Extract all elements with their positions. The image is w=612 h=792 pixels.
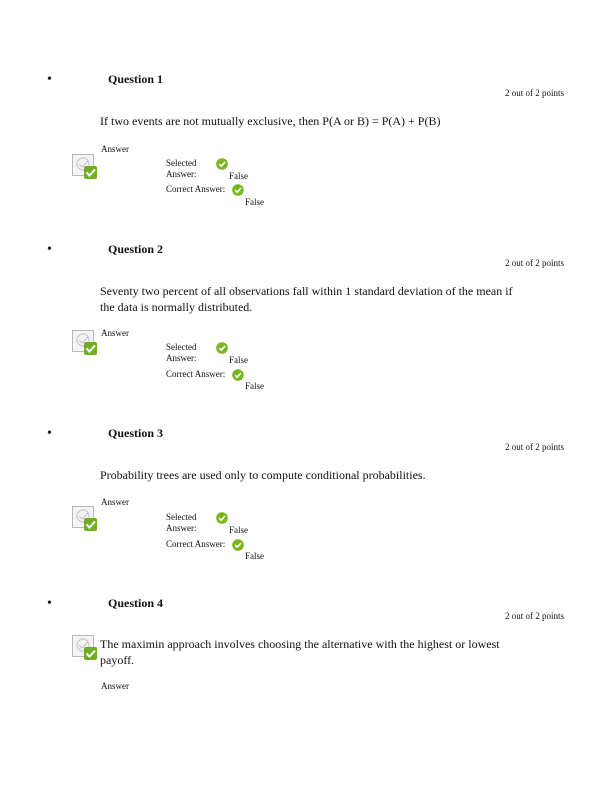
correct-answer-value: False xyxy=(245,381,264,391)
bullet: • xyxy=(47,72,52,87)
correct-answer-value: False xyxy=(245,197,264,207)
bullet: • xyxy=(47,242,52,257)
question-2 xyxy=(0,170,612,391)
question-3 xyxy=(0,354,612,561)
correct-status-icon xyxy=(72,635,98,661)
question-title: Question 3 xyxy=(108,426,164,440)
selected-answer-label: Selected Answer: xyxy=(166,342,197,363)
question-text: Seventy two percent of all observations fall within 1 standard deviation of the mean if the data is normally distributed. xyxy=(100,284,513,314)
answer-label: Answer xyxy=(101,497,129,507)
selected-answer-value: False xyxy=(229,525,248,535)
bullet: • xyxy=(47,426,52,441)
question-1 xyxy=(0,0,612,207)
question-title: Question 2 xyxy=(108,242,164,256)
green-check-icon xyxy=(216,158,228,170)
question-points: 2 out of 2 points xyxy=(504,442,564,452)
question-points: 2 out of 2 points xyxy=(504,611,564,621)
green-check-icon xyxy=(216,342,228,354)
answer-label: Answer xyxy=(101,328,129,338)
answer-label: Answer xyxy=(101,681,129,691)
selected-answer-value: False xyxy=(229,171,248,181)
answer-label: Answer xyxy=(101,144,129,154)
question-4 xyxy=(0,524,612,704)
correct-answer-label: Correct Answer: xyxy=(166,369,226,379)
question-points: 2 out of 2 points xyxy=(504,88,564,98)
question-points: 2 out of 2 points xyxy=(504,258,564,268)
question-text: Probability trees are used only to compute conditional probabilities. xyxy=(100,468,426,482)
correct-status-icon xyxy=(72,330,98,356)
question-title: Question 1 xyxy=(108,72,164,86)
correct-answer-label: Correct Answer: xyxy=(166,539,226,549)
selected-answer-value: False xyxy=(229,355,248,365)
question-text: If two events are not mutually exclusive, then P(A or B) = P(A) + P(B) xyxy=(100,114,441,128)
bullet: • xyxy=(47,596,52,611)
correct-answer-label: Correct Answer: xyxy=(166,184,226,194)
correct-answer-value: False xyxy=(245,551,264,561)
green-check-icon xyxy=(216,512,228,524)
question-title: Question 4 xyxy=(108,596,164,610)
selected-answer-label: Selected Answer: xyxy=(166,512,197,533)
question-text: The maximin approach involves choosing the alternative with the highest or lowest payoff. xyxy=(100,637,500,667)
selected-answer-label: Selected Answer: xyxy=(166,158,197,179)
